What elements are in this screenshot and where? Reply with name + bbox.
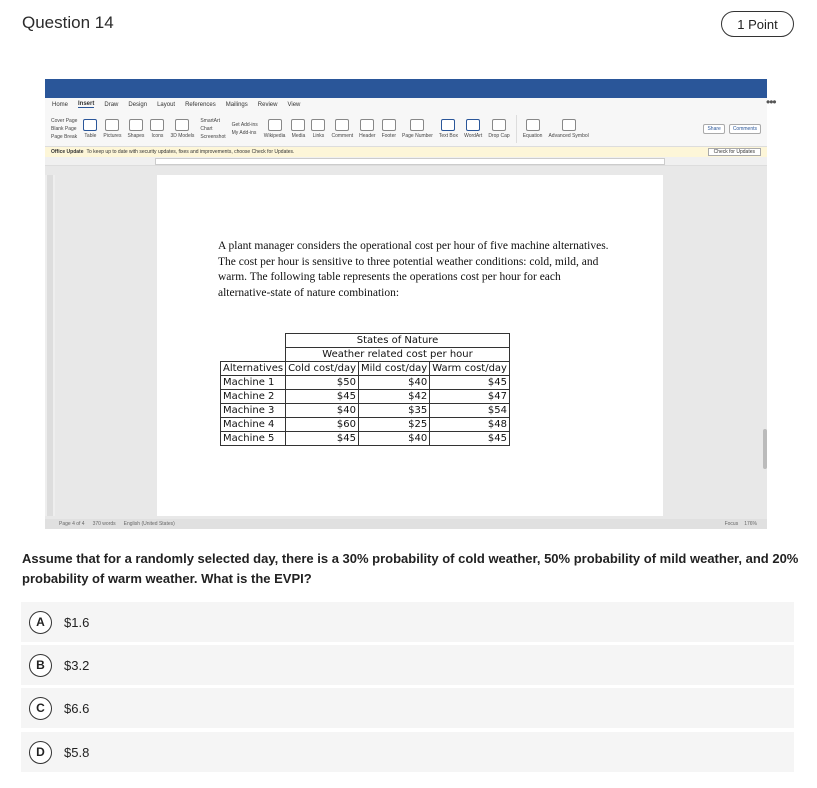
option-text: $3.2: [64, 657, 90, 673]
table-cell: $47: [430, 390, 510, 404]
table-blank-cell: [221, 348, 286, 362]
models-group: [170, 119, 194, 139]
icons-icon: [150, 119, 164, 131]
table-cell: $35: [359, 404, 430, 418]
footer-icon: [382, 119, 396, 131]
status-language: English (United States): [123, 521, 175, 527]
update-text: To keep up to date with security updates, fixes and improvements, choose Check for Updates.: [86, 149, 295, 155]
table-header: Alternatives: [221, 362, 286, 376]
status-zoom: 176%: [744, 521, 757, 527]
table-cell: Machine 1: [221, 376, 286, 390]
symbol-group: [548, 119, 588, 139]
chart-label: Chart: [200, 125, 213, 132]
drop-cap-label: Drop Cap: [488, 132, 510, 139]
table-blank-cell: [221, 334, 286, 348]
smartart-group: [200, 118, 225, 140]
menu-mailings: Mailings: [225, 101, 248, 108]
comment-icon: [335, 119, 349, 131]
comment-label: Comment: [331, 132, 354, 139]
table-row: [221, 390, 510, 404]
pages-group: [51, 118, 77, 140]
option-a[interactable]: [21, 602, 794, 642]
option-letter: A: [29, 611, 52, 634]
page-number-icon: [410, 119, 424, 131]
word-status-bar: [45, 519, 767, 529]
office-update-bar: [45, 147, 767, 157]
menu-layout: Layout: [157, 101, 176, 108]
table-title-row: [221, 334, 510, 348]
footer-group: [382, 119, 396, 139]
drop-cap-group: [488, 119, 509, 139]
table-cell: $40: [359, 376, 430, 390]
table-row: [221, 404, 510, 418]
vertical-ruler: [45, 175, 55, 516]
share-label: Share: [703, 124, 724, 134]
footer-label: Footer: [381, 132, 397, 139]
menu-review: Review: [257, 101, 278, 108]
omega-icon: [562, 119, 576, 131]
option-letter: C: [29, 697, 52, 720]
status-page: Page 4 of 4: [59, 521, 85, 527]
page-number-label: Page Number: [402, 132, 433, 139]
table-cell: $45: [286, 432, 359, 446]
word-title-bar: [45, 79, 767, 98]
page-break-label: Page Break: [51, 133, 78, 140]
table-cell: $40: [359, 432, 430, 446]
advanced-symbol-label: Advanced Symbol: [548, 132, 589, 139]
option-b[interactable]: [21, 645, 794, 685]
cover-page-label: Cover Page: [51, 117, 78, 124]
vertical-ruler-track: [47, 175, 53, 516]
shapes-group: [127, 119, 144, 139]
comments-label: Comments: [729, 124, 761, 134]
wordart-label: WordArt: [464, 132, 483, 139]
option-d[interactable]: [21, 732, 794, 772]
wikipedia-icon: [268, 119, 282, 131]
screenshot-scrollbar: [763, 429, 767, 469]
table-header: Cold cost/day: [286, 362, 359, 376]
media-label: Media: [291, 132, 306, 139]
menu-design: Design: [128, 101, 148, 108]
status-focus: Focus: [724, 521, 739, 527]
more-options-icon[interactable]: •••: [766, 95, 776, 109]
models-icon: [175, 119, 189, 131]
ruler-track: [155, 158, 665, 165]
shapes-icon: [129, 119, 143, 131]
get-addins-label: Get Add-ins: [231, 121, 258, 128]
wikipedia-group: [264, 119, 286, 139]
horizontal-ruler: [45, 157, 767, 166]
menu-home: Home: [52, 101, 69, 108]
table-subtitle-row: [221, 348, 510, 362]
pictures-label: Pictures: [103, 132, 122, 139]
table-title: States of Nature: [286, 334, 510, 348]
media-group: [291, 119, 305, 139]
models-label: 3D Models: [170, 132, 195, 139]
text-box-label: Text Box: [438, 132, 459, 139]
table-header: Warm cost/day: [430, 362, 510, 376]
wikipedia-label: Wikipedia: [263, 132, 286, 139]
text-box-icon: [441, 119, 455, 131]
media-icon: [291, 119, 305, 131]
points-badge: 1 Point: [721, 11, 794, 37]
table-cell: $40: [286, 404, 359, 418]
equation-label: Equation: [522, 132, 543, 139]
links-label: Links: [312, 132, 325, 139]
table-cell: Machine 4: [221, 418, 286, 432]
addins-group: [232, 122, 258, 136]
table-cell: $45: [430, 376, 510, 390]
blank-page-label: Blank Page: [51, 125, 77, 132]
option-letter: B: [29, 654, 52, 677]
header-group: [359, 119, 375, 139]
table-header-row: [221, 362, 510, 376]
update-title: Office Update: [51, 149, 84, 155]
word-menu-bar: [45, 98, 767, 111]
table-cell: $45: [286, 390, 359, 404]
cost-table: [220, 333, 510, 446]
wordart-icon: [466, 119, 480, 131]
menu-references: References: [185, 101, 216, 108]
problem-paragraph: A plant manager considers the operational cost per hour of five machine alternatives. The cost per hour is sensitive to three potential weather conditions: cold, mild, and warm. The following table represents the operations cost per hour for each alternative-state of nature combination:: [218, 240, 609, 299]
table-cell: Machine 2: [221, 390, 286, 404]
my-addins-label: My Add-ins: [231, 129, 257, 136]
table-header: Mild cost/day: [359, 362, 430, 376]
table-subtitle: Weather related cost per hour: [286, 348, 510, 362]
menu-insert: Insert: [78, 101, 95, 107]
table-group: [83, 119, 97, 139]
check-updates-label: Check for Updates: [708, 148, 761, 156]
word-ribbon: [45, 111, 767, 147]
table-cell: $50: [286, 376, 359, 390]
option-letter: D: [29, 741, 52, 764]
option-text: $1.6: [64, 614, 90, 630]
text-box-group: [439, 119, 458, 139]
table-label: Table: [84, 132, 97, 139]
table-icon: [83, 119, 97, 131]
share-comments-group: [703, 124, 761, 134]
pictures-icon: [105, 119, 119, 131]
table-cell: $25: [359, 418, 430, 432]
table-cell: $48: [430, 418, 510, 432]
table-cell: $60: [286, 418, 359, 432]
word-screenshot-image: [45, 79, 767, 529]
status-right: [725, 521, 757, 527]
comment-group: [331, 119, 353, 139]
header-icon: [360, 119, 374, 131]
table-cell: Machine 3: [221, 404, 286, 418]
equation-group: [523, 119, 543, 139]
status-words: 370 words: [92, 521, 116, 527]
wordart-group: [464, 119, 482, 139]
links-group: [311, 119, 325, 139]
menu-view: View: [287, 101, 301, 108]
ribbon-separator: [516, 115, 517, 143]
option-text: $5.8: [64, 744, 90, 760]
menu-draw: Draw: [104, 101, 119, 108]
question-text: Assume that for a randomly selected day, there is a 30% probability of cold weather, 50% probability of mild weather, and 20% probability of warm weather. What is the EVPI?: [22, 551, 799, 586]
option-text: $6.6: [64, 700, 90, 716]
question-title: Question 14: [22, 13, 114, 32]
table-row: [221, 432, 510, 446]
icons-label: Icons: [151, 132, 164, 139]
screenshot-label: Screenshot: [200, 133, 226, 140]
links-icon: [311, 119, 325, 131]
smartart-label: SmartArt: [200, 117, 221, 124]
table-row: [221, 418, 510, 432]
table-cell: Machine 5: [221, 432, 286, 446]
table-cell: $45: [430, 432, 510, 446]
equation-icon: [526, 119, 540, 131]
page-number-group: [402, 119, 433, 139]
icons-group: [150, 119, 164, 139]
document-page: [157, 175, 663, 516]
table-row: [221, 376, 510, 390]
header-label: Header: [359, 132, 376, 139]
pictures-group: [103, 119, 121, 139]
option-c[interactable]: [21, 688, 794, 728]
table-cell: $54: [430, 404, 510, 418]
shapes-label: Shapes: [127, 132, 145, 139]
table-cell: $42: [359, 390, 430, 404]
drop-cap-icon: [492, 119, 506, 131]
